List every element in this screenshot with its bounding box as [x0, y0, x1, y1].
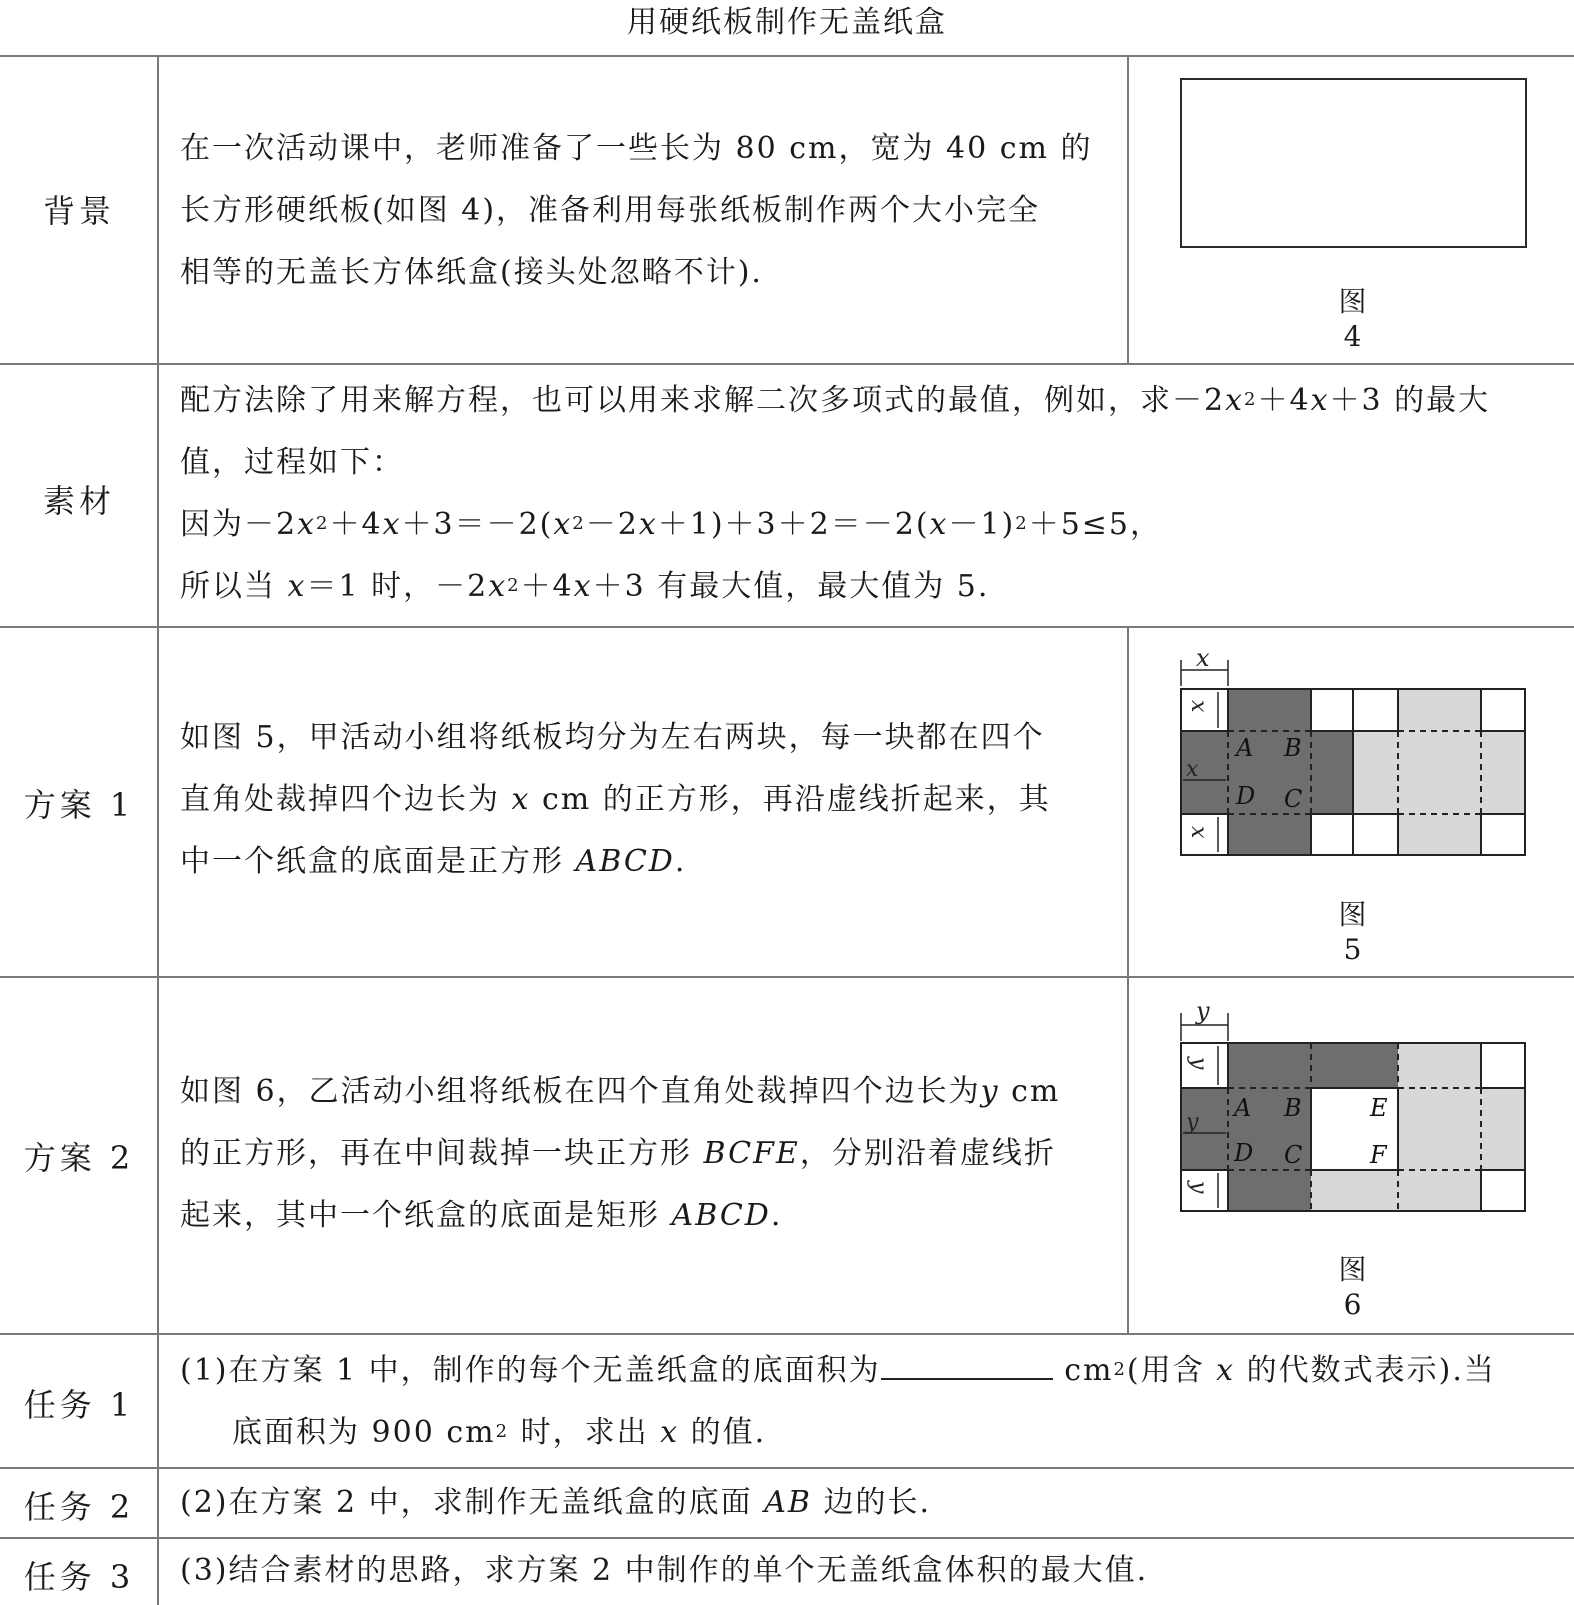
var-x: x: [511, 782, 531, 817]
material-line-4: [180, 556, 1490, 618]
material-line-2: 值，过程如下：: [180, 445, 404, 480]
row-label-plan-2: 方案 2: [23, 1139, 135, 1177]
task-1-line-1: [180, 1340, 1496, 1402]
material-line-3-part: －1): [948, 507, 1016, 542]
material-line-4-part: ＋4: [520, 569, 574, 604]
fig5-point-a: A: [1236, 734, 1254, 762]
fig5-side-x-top: x: [1186, 700, 1211, 713]
figure-4-caption: 图 4: [1338, 285, 1370, 353]
plan-2-line-1-part: 如图 6，乙活动小组将纸板在四个直角处裁掉四个边长为: [180, 1074, 981, 1109]
fig5-side-x-mid: x: [1186, 757, 1199, 782]
plan-2-line-3: [180, 1185, 1060, 1247]
exponent: 2: [316, 512, 330, 534]
task-2-line: [180, 1472, 931, 1534]
var-x: x: [297, 507, 317, 542]
fig6-point-f: F: [1370, 1141, 1387, 1169]
task-1-line-1-part: (1)在方案 1 中，制作的每个无盖纸盒的底面积为: [180, 1353, 881, 1388]
background-line-1: 在一次活动课中，老师准备了一些长为 80 cm，宽为 40 cm 的: [180, 131, 1093, 166]
var-x: x: [573, 569, 593, 604]
fig5-point-b: B: [1284, 734, 1302, 762]
task-2-part: 边的长.: [811, 1485, 931, 1520]
plan-1-line-2: [180, 769, 1051, 831]
fig6-bottom-light: [1311, 1170, 1481, 1211]
task-3-text: [180, 1540, 1148, 1602]
task-1-line-2-part: 底面积为 900 cm: [232, 1415, 496, 1450]
figure-4-rectangle: [1178, 76, 1530, 250]
plan-2-line-2-part: 的正方形，再在中间裁掉一块正方形: [180, 1136, 704, 1171]
row-label-plan-1: 方案 1: [23, 786, 135, 824]
fig6-top-light: [1398, 1043, 1481, 1088]
plan-2-line-3-part: .: [770, 1198, 783, 1233]
answer-blank[interactable]: [881, 1344, 1053, 1380]
row-label-background: 背景: [42, 192, 115, 230]
exponent: 2: [1015, 512, 1029, 534]
plan-2-line-2: [180, 1123, 1060, 1185]
fig6-side-y-bottom: y: [1186, 1181, 1211, 1194]
material-line-3-part: －2: [585, 507, 639, 542]
plan-1-line-2-part: 直角处裁掉四个边长为: [180, 782, 512, 817]
plan-1-line-3: [180, 831, 1051, 893]
background-text: [180, 118, 1093, 304]
var-x: x: [553, 507, 573, 542]
material-line-1-part: ＋4: [1257, 383, 1311, 418]
fig6-point-a: A: [1234, 1094, 1252, 1122]
exponent: 2: [572, 512, 586, 534]
var-x: x: [488, 569, 508, 604]
task-2-part: (2)在方案 2 中，求制作无盖纸盒的底面: [180, 1485, 765, 1520]
exponent: 2: [1244, 388, 1258, 410]
row-label-material: 素材: [42, 482, 115, 520]
material-line-4-part: 所以当: [180, 569, 288, 604]
fig6-side-y-top: y: [1186, 1057, 1211, 1070]
fig5-left-horizontal-strip: [1181, 731, 1353, 814]
plan-2-line-1: [180, 1061, 1060, 1123]
square-abcd-label: ABCD: [575, 844, 675, 879]
figure-6-diagram: [1170, 1003, 1540, 1218]
plan-1-line-2-part: cm 的正方形，再沿虚线折起来，其: [530, 782, 1051, 817]
var-x: x: [929, 507, 949, 542]
row-label-task-2: 任务 2: [23, 1488, 135, 1526]
fig6-side-y-mid: y: [1186, 1110, 1199, 1135]
figure-6-caption: 图 6: [1338, 1253, 1370, 1321]
figure-5-caption: 图 5: [1338, 898, 1370, 966]
task-1-line-1-part: (用含: [1126, 1353, 1217, 1388]
background-line-3: 相等的无盖长方体纸盒(接头处忽略不计).: [180, 255, 763, 290]
plan-2-line-1-part: cm: [999, 1074, 1061, 1109]
var-x: x: [660, 1415, 680, 1450]
fig5-point-c: C: [1284, 785, 1303, 813]
square-bcfe-label: BCFE: [703, 1136, 800, 1171]
background-line-2: 长方形硬纸板(如图 4)，准备利用每张纸板制作两个大小完全: [180, 193, 1041, 228]
fig5-side-x-bottom: x: [1186, 826, 1211, 839]
task-1-line-2-part: 时，求出: [509, 1415, 661, 1450]
fig6-top-y-label: y: [1196, 1003, 1210, 1025]
task-1-line-1-part: 的代数式表示).当: [1235, 1353, 1496, 1388]
material-line-1: [180, 370, 1490, 432]
fig6-point-d: D: [1234, 1139, 1254, 1167]
fig6-point-c: C: [1284, 1141, 1303, 1169]
rectangle-abcd-label: ABCD: [671, 1198, 771, 1233]
fig5-point-d: D: [1236, 782, 1256, 810]
plan-2-line-3-part: 起来，其中一个纸盒的底面是矩形: [180, 1198, 672, 1233]
var-x: x: [1216, 1353, 1236, 1388]
plan-2-text: [180, 1061, 1060, 1247]
fig6-right-light: [1398, 1088, 1525, 1170]
fig6-point-e: E: [1370, 1094, 1388, 1122]
plan-1-line-3-part: 中一个纸盒的底面是正方形: [180, 844, 576, 879]
fig6-point-b: B: [1284, 1094, 1302, 1122]
row-label-task-1: 任务 1: [23, 1386, 135, 1424]
exponent: 2: [1113, 1358, 1127, 1380]
plan-2-line-2-part: ，分别沿着虚线折: [799, 1136, 1056, 1171]
exponent: 2: [495, 1420, 510, 1442]
material-line-3: [180, 494, 1490, 556]
segment-ab-label: AB: [764, 1485, 812, 1520]
plan-1-line-3-part: .: [674, 844, 687, 879]
material-line-1-part: 配方法除了用来解方程，也可以用来求解二次多项式的最值，例如，求－2: [180, 383, 1226, 418]
material-line-3-part: ＋4: [329, 507, 383, 542]
task-3-line: (3)结合素材的思路，求方案 2 中制作的单个无盖纸盒体积的最大值.: [180, 1553, 1149, 1588]
row-label-task-3: 任务 3: [23, 1558, 135, 1596]
material-line-3-part: 因为－2: [180, 507, 298, 542]
exponent: 2: [507, 574, 521, 596]
material-line-3-part: ＋1)＋3＋2＝－2(: [657, 507, 930, 542]
material-line-4-part: ＝1 时，－2: [306, 569, 489, 604]
task-2-text: [180, 1472, 931, 1534]
var-x: x: [1310, 383, 1330, 418]
fig6-bottom-left-strip: [1228, 1170, 1311, 1211]
var-x: x: [1225, 383, 1245, 418]
plan-1-line-1: 如图 5，甲活动小组将纸板均分为左右两块，每一块都在四个: [180, 720, 1045, 755]
task-1-line-1-part: cm: [1052, 1353, 1114, 1388]
figure-5-diagram: [1170, 652, 1540, 867]
figure-6-fills: [1181, 1043, 1525, 1211]
material-line-1-part: ＋3 的最大: [1329, 383, 1491, 418]
fig5-top-x-label: x: [1196, 652, 1210, 672]
fig5-right-horizontal-strip: [1353, 731, 1525, 814]
var-x: x: [382, 507, 402, 542]
material-text: [180, 370, 1490, 618]
task-1-line-2: [180, 1402, 1496, 1464]
plan-1-text: [180, 707, 1051, 893]
material-line-4-part: ＋3 有最大值，最大值为 5.: [592, 569, 990, 604]
task-1-text: [180, 1340, 1496, 1464]
material-line-3-part: ＋3＝－2(: [401, 507, 554, 542]
var-x: x: [638, 507, 658, 542]
var-y: y: [980, 1074, 1000, 1109]
var-x: x: [287, 569, 307, 604]
material-line-3-part: ＋5≤5，: [1028, 507, 1163, 542]
page-title: 用硬纸板制作无盖纸盒: [627, 5, 947, 40]
task-1-line-2-part: 的值.: [679, 1415, 767, 1450]
